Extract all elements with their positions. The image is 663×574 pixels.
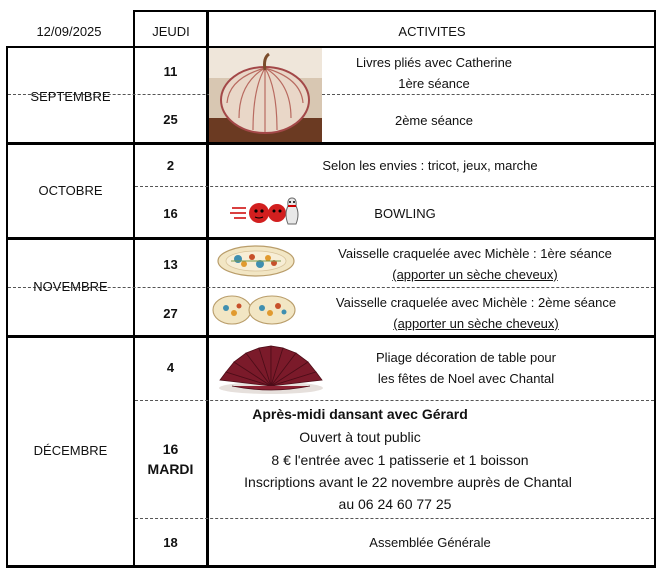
day-dec-16: 16 [162, 441, 179, 457]
activity-nov-13-line1: Vaisselle craquelée avec Michèle : 1ère séance [338, 246, 612, 261]
day-dec-18: 18 [163, 535, 178, 550]
month-november: NOVEMBRE [33, 279, 108, 294]
activity-oct-16: BOWLING [374, 206, 436, 221]
activity-dec-16-title: Après-midi dansant avec Gérard [252, 406, 468, 422]
activity-nov-27-line1: Vaisselle craquelée avec Michèle : 2ème séance [335, 295, 617, 310]
activity-dec-18: Assemblée Générale [369, 535, 491, 550]
day-nov-27: 27 [163, 306, 178, 321]
header-date: 12/09/2025 [36, 24, 102, 39]
day-dec-4: 4 [166, 360, 175, 375]
activity-dec-16-line2: 8 € l'entrée avec 1 patisserie et 1 boisson [271, 452, 529, 468]
activity-sep-11-line1: Livres pliés avec Catherine [355, 55, 513, 70]
activity-oct-2: Selon les envies : tricot, jeux, marche [322, 158, 538, 173]
activity-nov-13-line2: (apporter un sèche cheveux) [392, 267, 558, 282]
activity-dec-16-line1: Ouvert à tout public [299, 429, 421, 445]
crackled-plate-icon [216, 244, 296, 278]
activity-sep-25: 2ème séance [394, 113, 474, 128]
day-oct-16: 16 [163, 206, 178, 221]
weekday-dec-16: MARDI [147, 461, 194, 477]
day-nov-13: 13 [163, 257, 178, 272]
activity-sep-11-line2: 1ère séance [398, 76, 470, 91]
header-day-column: JEUDI [152, 24, 190, 39]
activity-nov-27-line2: (apporter un sèche cheveux) [393, 316, 559, 331]
day-sep-11: 11 [163, 64, 178, 79]
activity-dec-16-line3: Inscriptions avant le 22 novembre auprès de Chantal [244, 474, 572, 490]
day-oct-2: 2 [166, 158, 175, 173]
header-activities-column: ACTIVITES [398, 24, 466, 39]
month-september: SEPTEMBRE [30, 89, 111, 104]
month-december: DÉCEMBRE [33, 443, 108, 458]
folded-book-pumpkin-icon [209, 48, 322, 142]
crackled-plate-icon [212, 293, 296, 327]
day-sep-25: 25 [163, 112, 178, 127]
bowling-icon [228, 194, 304, 226]
activity-dec-16-line4: au 06 24 60 77 25 [338, 496, 452, 512]
activity-dec-4-line1: Pliage décoration de table pour [376, 350, 556, 365]
month-october: OCTOBRE [38, 183, 103, 198]
folded-napkin-icon [212, 340, 330, 396]
activity-dec-4-line2: les fêtes de Noel avec Chantal [377, 371, 555, 386]
